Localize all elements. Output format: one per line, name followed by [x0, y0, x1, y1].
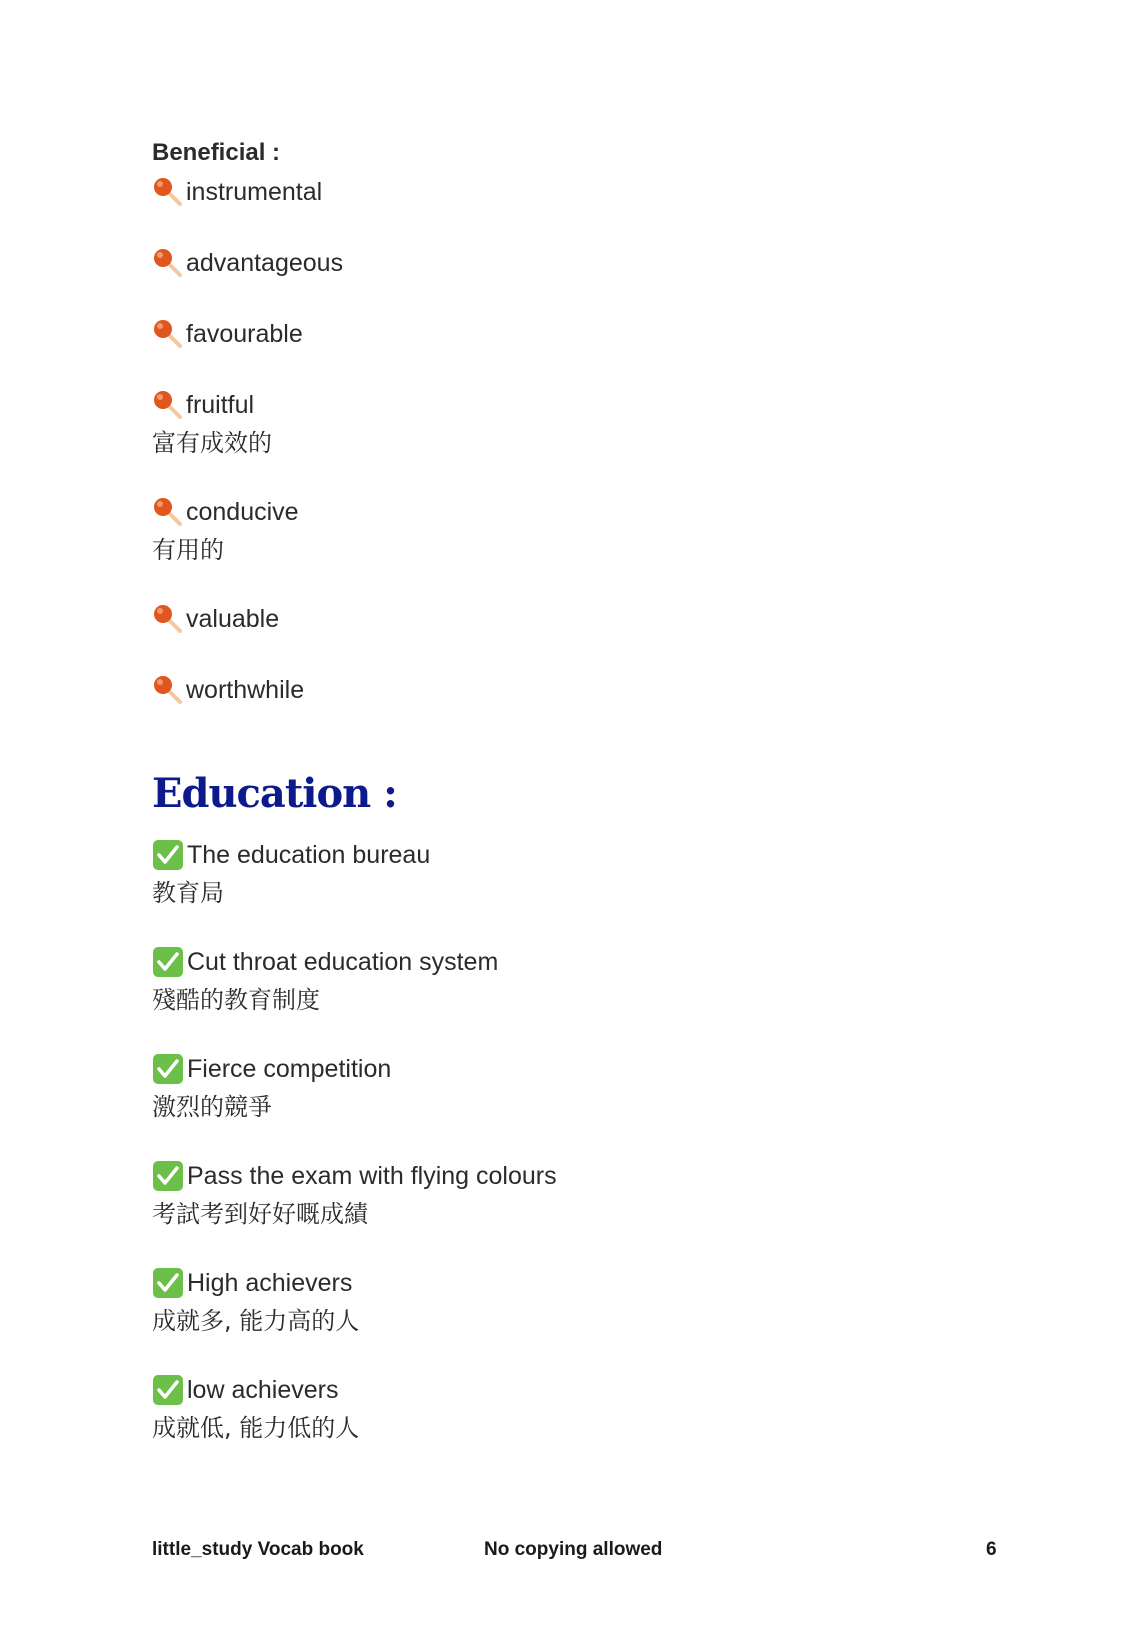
- check-mark-icon: [152, 1267, 184, 1299]
- vocab-entry: [152, 1157, 557, 1233]
- vocab-translation: 激烈的競爭: [152, 1093, 272, 1121]
- vocab-translation: 有用的: [152, 536, 224, 564]
- vocab-entry: [152, 943, 498, 1019]
- vocab-term: advantageous: [186, 249, 344, 277]
- vocab-translation: 成就多, 能力高的人: [152, 1307, 360, 1335]
- vocab-entry: [152, 600, 279, 638]
- vocab-entry: [152, 244, 343, 282]
- pin-icon: [152, 603, 184, 635]
- vocab-term: High achievers: [187, 1269, 353, 1297]
- vocab-term: favourable: [186, 320, 303, 348]
- vocab-term: Pass the exam with flying colours: [187, 1162, 557, 1190]
- vocab-term: conducive: [186, 498, 299, 526]
- check-mark-icon: [152, 1374, 184, 1406]
- check-mark-icon: [152, 839, 184, 871]
- pin-icon: [152, 176, 184, 208]
- vocab-term: Cut throat education system: [187, 948, 499, 976]
- vocab-entry: [152, 315, 303, 353]
- vocab-term: The education bureau: [187, 841, 431, 869]
- vocab-translation: 富有成效的: [152, 429, 272, 457]
- pin-icon: [152, 247, 184, 279]
- vocab-entry: [152, 386, 272, 462]
- footer-page-number: 6: [986, 1539, 997, 1560]
- pin-icon: [152, 318, 184, 350]
- vocab-term: low achievers: [187, 1376, 339, 1404]
- vocab-translation: 殘酷的教育制度: [152, 986, 320, 1014]
- pin-icon: [152, 389, 184, 421]
- vocab-entry: [152, 173, 322, 211]
- pin-icon: [152, 496, 184, 528]
- vocab-entry: [152, 1371, 359, 1447]
- check-mark-icon: [152, 1053, 184, 1085]
- beneficial-heading: Beneficial :: [152, 139, 281, 166]
- vocab-entry: [152, 836, 430, 912]
- vocab-translation: 教育局: [152, 879, 224, 907]
- vocab-entry: [152, 671, 304, 709]
- check-mark-icon: [152, 946, 184, 978]
- education-heading: Education :: [152, 770, 397, 817]
- vocab-term: valuable: [186, 605, 280, 633]
- vocab-term: fruitful: [186, 391, 255, 419]
- vocab-term: worthwhile: [186, 676, 305, 704]
- vocab-term: instrumental: [186, 178, 323, 206]
- pin-icon: [152, 674, 184, 706]
- footer-book-title: little_study Vocab book: [152, 1539, 364, 1560]
- vocab-translation: 考試考到好好嘅成績: [152, 1200, 368, 1228]
- vocab-entry: [152, 493, 299, 569]
- check-mark-icon: [152, 1160, 184, 1192]
- vocab-entry: [152, 1264, 359, 1340]
- footer-notice: No copying allowed: [484, 1539, 663, 1560]
- vocab-translation: 成就低, 能力低的人: [152, 1414, 360, 1442]
- vocab-term: Fierce competition: [187, 1055, 392, 1083]
- vocab-entry: [152, 1050, 391, 1126]
